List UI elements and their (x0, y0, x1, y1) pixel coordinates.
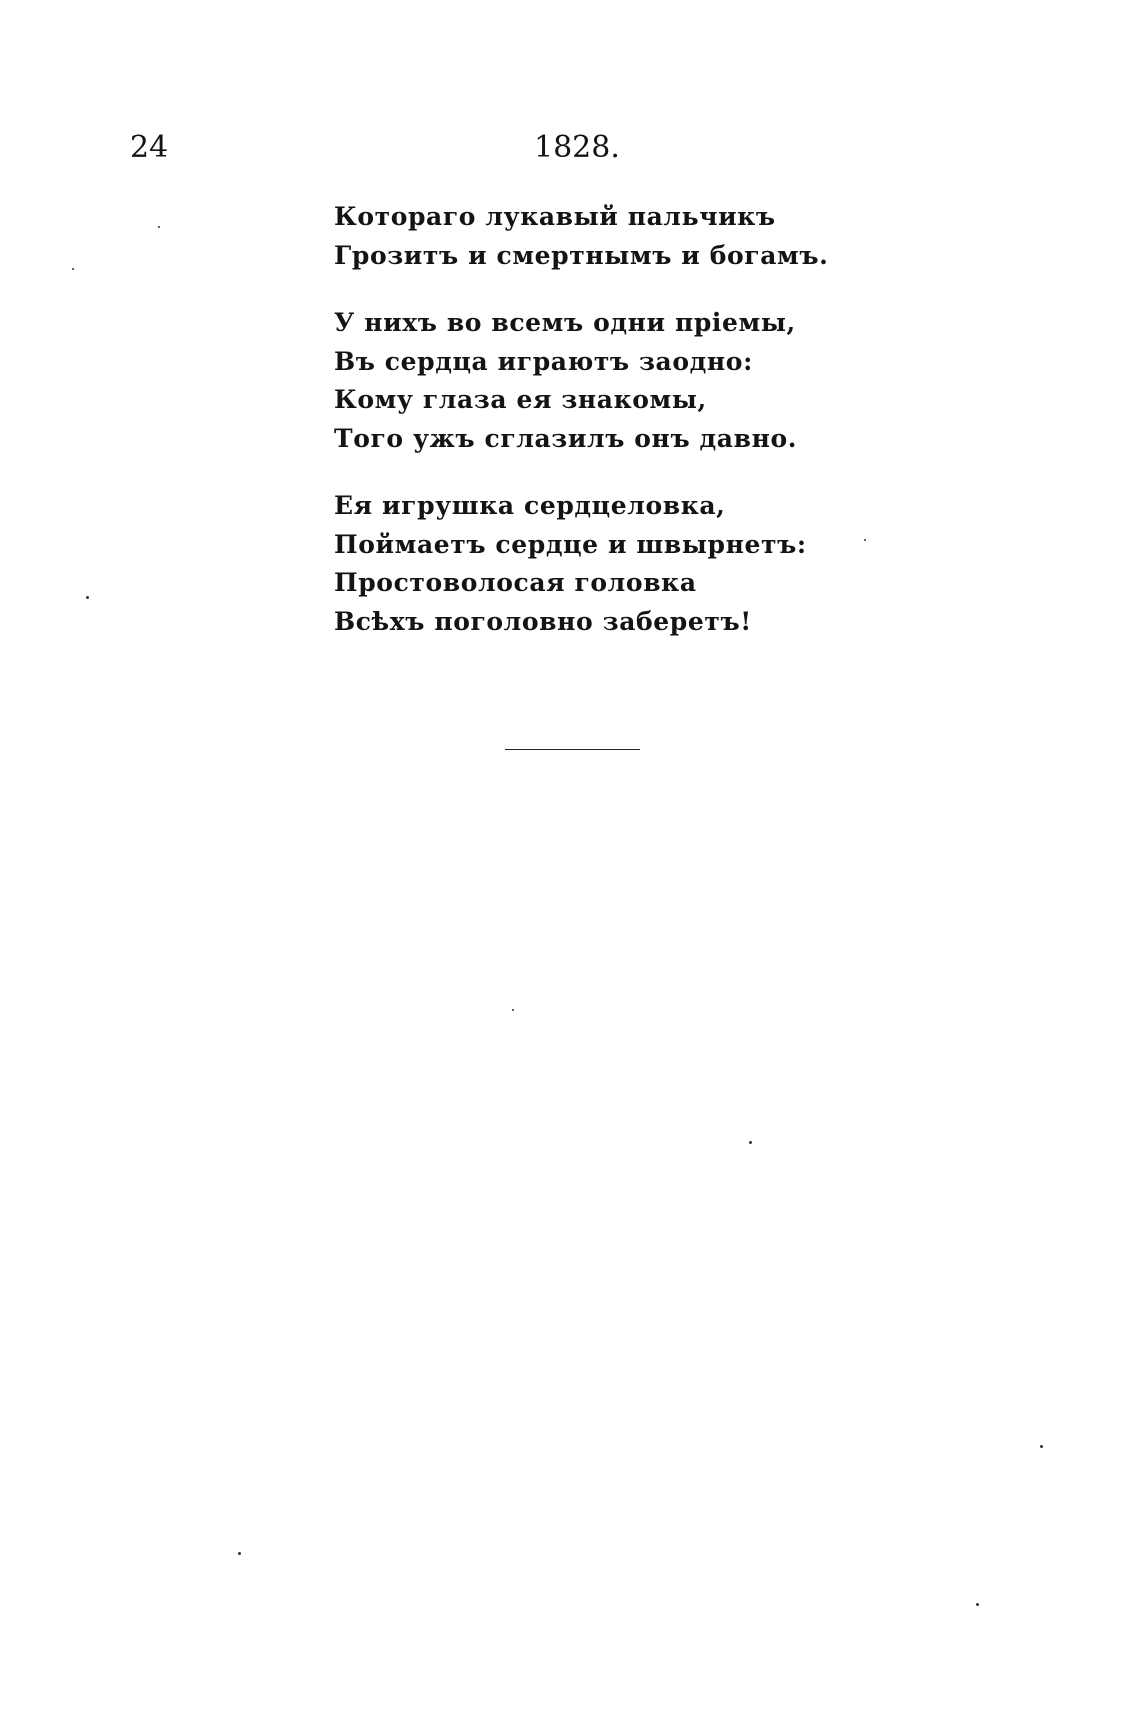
stanza (334, 304, 894, 458)
verse-line: Въ сердца играютъ заодно: (334, 346, 753, 376)
scan-speck (158, 226, 160, 228)
verse-line: Того ужъ сглазилъ онъ давно. (334, 423, 798, 453)
scan-speck (1040, 1445, 1043, 1448)
end-of-poem-rule (505, 749, 640, 750)
scan-speck (238, 1552, 241, 1555)
scan-speck (976, 1603, 979, 1606)
verse-line: Котораго лукавый пальчикъ (334, 202, 776, 231)
running-head: 1828. (534, 130, 620, 165)
stanza (334, 198, 894, 275)
page-number: 24 (130, 130, 169, 165)
verse-line: У нихъ во всемъ одни пріемы, (334, 308, 796, 337)
scan-speck (512, 1009, 514, 1011)
verse-line: Кому глаза ея знакомы, (334, 385, 707, 414)
poem (334, 198, 894, 670)
verse-line: Поймаетъ сердце и швырнетъ: (334, 529, 807, 559)
scan-speck (864, 539, 866, 541)
scan-speck (86, 596, 89, 599)
verse-line: Ея игрушка сердцеловка, (334, 491, 726, 520)
scan-speck (72, 268, 74, 270)
verse-line: Простоволосая головка (334, 568, 697, 597)
stanza (334, 487, 894, 641)
verse-line: Всѣхъ поголовно заберетъ! (334, 606, 752, 636)
scan-speck (749, 1141, 752, 1144)
verse-line: Грозитъ и смертнымъ и богамъ. (334, 240, 829, 270)
